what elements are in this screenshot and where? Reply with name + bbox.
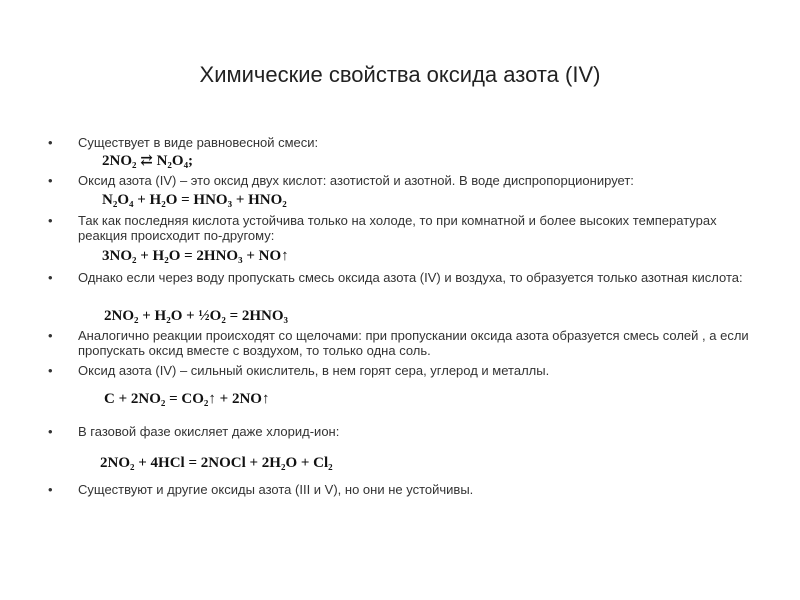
bullet-text: Так как последняя кислота устойчива только на холоде, то при комнатной и более высоких температурах реакция происходит по-другому: [78,213,717,243]
equation-with-air: 2NO₂ + H₂O + ½O₂ = 2HNO₃ [104,308,289,324]
equation-equilibrium: 2NO₂ ⇄ N₂O₄; [102,153,194,169]
bullet-text: Существует в виде равновесной смеси: [78,135,319,150]
bullet-item [48,424,760,439]
bullet-item [48,482,760,497]
equation-carbon-combustion: C + 2NO₂ = CO₂↑ + 2NO↑ [104,391,270,407]
bullet-item [48,328,760,358]
equation-chloride-oxidation: 2NO₂ + 4HCl = 2NOCl + 2H₂O + Cl₂ [100,455,333,471]
bullet-item [48,173,760,188]
bullet-item [48,213,760,243]
equation-disproportionation: N₂O₄ + H₂O = HNO₃ + HNO₂ [102,192,287,208]
bullet-marker: • [48,424,53,439]
bullet-marker: • [48,213,53,228]
bullet-marker: • [48,482,53,497]
equation-room-temp: 3NO₂ + H₂O = 2HNO₃ + NO↑ [102,248,289,264]
bullet-text: Однако если через воду пропускать смесь оксида азота (IV) и воздуха, то образуется только азотная кислота: [78,270,743,285]
bullet-marker: • [48,363,53,378]
bullet-marker: • [48,328,53,343]
bullet-item [48,270,760,285]
bullet-item [48,135,760,150]
bullet-text: В газовой фазе окисляет даже хлорид-ион: [78,424,340,439]
bullet-text: Оксид азота (IV) – сильный окислитель, в нем горят сера, углерод и металлы. [78,363,550,378]
slide-title: Химические свойства оксида азота (IV) [199,62,601,87]
bullet-marker: • [48,135,53,150]
bullet-text: Существуют и другие оксиды азота (III и V), но они не устойчивы. [78,482,474,497]
bullet-text: Оксид азота (IV) – это оксид двух кислот: азотистой и азотной. В воде диспропорционирует: [78,173,634,188]
bullet-text: Аналогично реакции происходят со щелочами: при пропускании оксида азота образуется смесь солей , а если пропускать оксид вместе с воздухом, то только одна соль. [78,328,749,358]
bullet-marker: • [48,270,53,285]
bullet-item [48,363,760,378]
bullet-marker: • [48,173,53,188]
